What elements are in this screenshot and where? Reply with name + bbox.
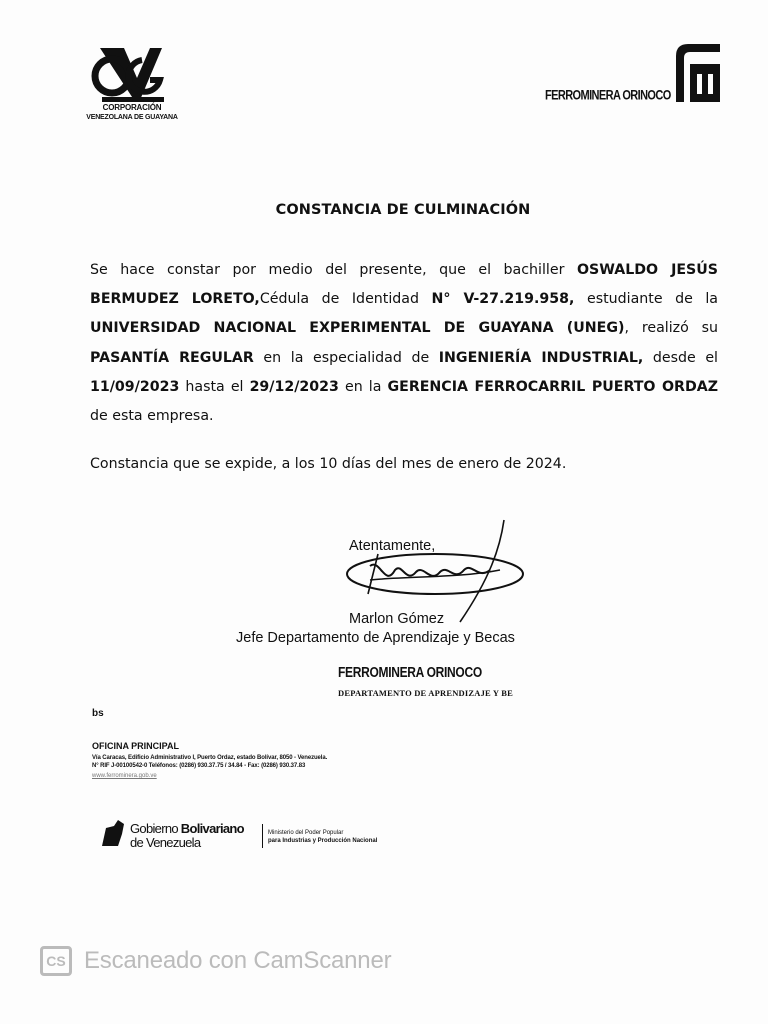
certificate-paragraph bbox=[90, 256, 718, 431]
closing-text: Atentamente, bbox=[349, 538, 436, 554]
camscanner-watermark: Escaneado con CamScanner bbox=[84, 947, 392, 974]
typist-initials: bs bbox=[92, 708, 104, 719]
student-name: OSWALDO JESÚS BERMUDEZ LORETO, bbox=[90, 262, 718, 308]
text-segment: en la bbox=[338, 378, 388, 395]
stamp-line-1: FERROMINERA ORINOCO bbox=[338, 664, 482, 681]
university-name: UNIVERSIDAD NACIONAL EXPERIMENTAL DE GUAYANA (UNEG) bbox=[90, 320, 625, 337]
specialty: INGENIERÍA INDUSTRIAL, bbox=[438, 349, 644, 366]
cvg-logo-line1: CORPORACIÓN bbox=[102, 103, 162, 112]
text-segment: estudiante de la bbox=[574, 291, 718, 308]
office-title: OFICINA PRINCIPAL bbox=[92, 741, 179, 751]
department-name: GERENCIA FERROCARRIL PUERTO ORDAZ bbox=[387, 378, 718, 395]
camscanner-icon: CS bbox=[40, 946, 72, 976]
ministry-line-2: para Industrias y Producción Nacional bbox=[268, 838, 378, 844]
stamp-line-2: DEPARTAMENTO DE APRENDIZAJE Y BE bbox=[338, 688, 514, 698]
text-segment: desde el bbox=[643, 349, 718, 366]
office-phones: N° RIF J-00100542-0 Teléfonos: (0286) 930.37.75 / 34.84 - Fax: (0286) 930.37.83 bbox=[92, 763, 306, 769]
end-date: 29/12/2023 bbox=[249, 378, 339, 395]
text-segment: hasta el bbox=[179, 378, 250, 395]
office-website: www.ferrominera.gob.ve bbox=[92, 773, 157, 779]
text-segment: Se hace constar por medio del presente, que el bachiller bbox=[90, 262, 577, 278]
signer-role: Jefe Departamento de Aprendizaje y Becas bbox=[236, 630, 515, 646]
gobierno-logo-icon bbox=[100, 818, 126, 848]
bolivariano-word: Bolivariano bbox=[180, 821, 244, 836]
divider bbox=[262, 824, 263, 848]
ferrominera-logo-text: FERROMINERA ORINOCO bbox=[545, 88, 671, 103]
text-segment: en la especialidad de bbox=[253, 349, 439, 366]
id-number: N° V-27.219.958, bbox=[431, 291, 575, 308]
gobierno-word: Gobierno bbox=[130, 821, 181, 836]
text-segment: , realizó su bbox=[624, 320, 718, 337]
text-segment: Cédula de Identidad bbox=[259, 291, 432, 308]
office-address: Vía Caracas, Edificio Administrativo I, Puerto Ordaz, estado Bolívar, 8050 - Venezuela. bbox=[92, 755, 328, 761]
text-segment: de esta empresa. bbox=[90, 408, 214, 425]
issued-line: Constancia que se expide, a los 10 días del mes de enero de 2024. bbox=[90, 456, 567, 472]
gobierno-line-2: de Venezuela bbox=[130, 835, 201, 850]
internship-type: PASANTÍA REGULAR bbox=[90, 349, 254, 366]
ministry-line-1: Ministerio del Poder Popular bbox=[268, 830, 344, 836]
start-date: 11/09/2023 bbox=[90, 378, 180, 395]
gobierno-line-1 bbox=[130, 821, 244, 836]
ferrominera-logo-icon bbox=[672, 40, 722, 104]
signer-name: Marlon Gómez bbox=[349, 611, 445, 627]
document-title: CONSTANCIA DE CULMINACIÓN bbox=[275, 202, 531, 218]
cvg-logo-line2: VENEZOLANA DE GUAYANA bbox=[86, 114, 178, 121]
